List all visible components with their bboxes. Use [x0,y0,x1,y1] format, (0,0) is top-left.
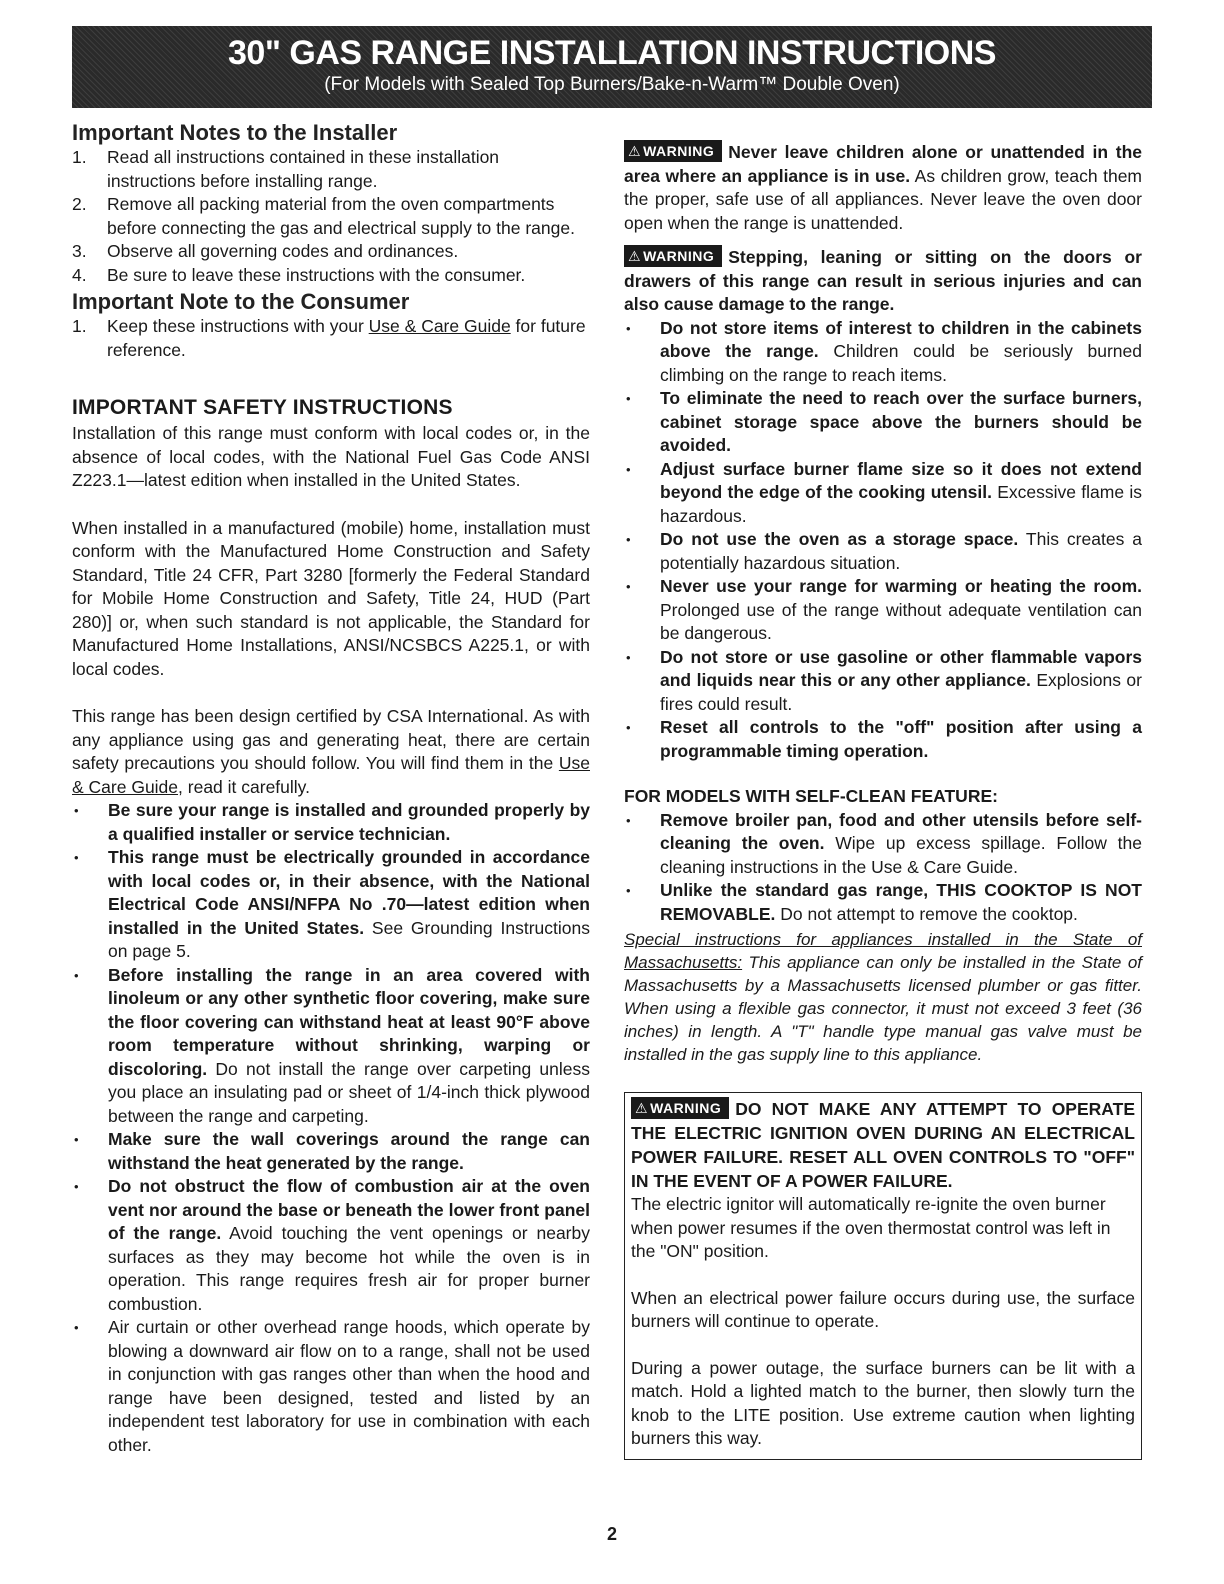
warning-paragraph [631,1097,1135,1193]
text: Explosions or fires could result. [660,670,1142,714]
bold-text: DO NOT MAKE ANY ATTEMPT TO OPERATE THE ELECTRIC IGNITION OVEN DURING AN ELECTRICAL POWER FAILURE. RESET ALL OVEN CONTROLS TO "OFF" IN THE EVENT OF A POWER FAILURE. [631,1099,1135,1191]
bold-text: Do not obstruct the flow of combustion air at the oven vent nor around the base or beneath the lower front panel of the range. [108,1176,590,1243]
bullet-item [624,528,1142,575]
warning-triangle-icon: ⚠ [628,143,642,159]
warning-label: WARNING [650,1100,722,1116]
paragraph: During a power outage, the surface burners can be lit with a match. Hold a lighted match to the burner, then slowly turn the knob to the LITE position. Use extreme caution when lighting burners this way. [631,1357,1135,1448]
list-item [72,264,590,288]
paragraph: Installation of this range must conform with local codes or, in the absence of local codes, with the National Fuel Gas Code ANSI Z223.1—latest edition when installed in the United States. [72,423,590,490]
text: Children could be seriously burned climbing on the range to reach items. [660,341,1142,385]
bold-text: Make sure the wall coverings around the range can withstand the heat generated by the range. [108,1129,590,1173]
bold-text: Stepping, leaning or sitting on the doors or drawers of this range can result in serious injuries and can also cause damage to the range. [624,247,1142,314]
bold-text: Be sure your range is installed and grounded properly by a qualified installer or service technician. [108,800,590,844]
safety-heading: IMPORTANT SAFETY INSTRUCTIONS [72,396,453,419]
warning-triangle-icon: ⚠ [628,248,642,264]
paragraph: The electric ignitor will automatically re-ignite the oven burner when power resumes if the oven thermostat control was left in the "ON" position. [631,1194,1111,1261]
item-text: Observe all governing codes and ordinances. [107,241,459,261]
text: Excessive flame is hazardous. [660,482,1142,526]
bullet-item [624,387,1142,458]
text: As children grow, teach them the proper, safe use of all appliances. Never leave the oven door open when the range is unattended. [624,165,1143,233]
warning-badge [624,245,722,267]
bullet-item [72,799,590,846]
item-number: 3. [72,241,87,261]
bullet-item [624,716,1142,763]
bold-text: Never use your range for warming or heating the room. [660,576,1142,596]
paragraph: When installed in a manufactured (mobile) home, installation must conform with the Manufactured Home Construction and Safety Standard, Title 24 CFR, Part 3280 [formerly the Federal Standard for Mobile Home Construction and Safety, Title 24, HUD (Part 280)] or, when such standard is not applicable, the Standard for Manufactured Home Installations, ANSI/NCSBCS A225.1, or with local codes. [72,517,590,679]
bold-text: To eliminate the need to reach over the surface burners, cabinet storage space above the burners should be avoided. [660,388,1142,455]
bullet-item [72,846,590,964]
page-title: 30" GAS RANGE INSTALLATION INSTRUCTIONS [228,34,996,72]
bullet-item [624,317,1142,388]
item-number: 1. [72,316,87,336]
warning-paragraph [624,245,1142,317]
bullet-item [72,1316,590,1457]
item-text: Keep these instructions with your [107,316,369,336]
left-column [72,120,590,1457]
text: See Grounding Instructions on page 5. [108,917,590,961]
list-item [72,315,590,362]
paragraph [72,705,590,799]
bullet-item [624,458,1142,529]
text: This creates a potentially hazardous situation. [660,529,1142,573]
massachusetts-heading: Special instructions for appliances installed in the State of Massachusetts: [624,930,1142,972]
item-text: for future reference. [107,316,586,360]
installer-list [72,146,590,287]
installer-heading: Important Notes to the Installer [72,120,398,145]
list-item [72,240,590,264]
warning-badge [631,1097,729,1119]
bold-text: Do not use the oven as a storage space. [660,529,1019,549]
warning-label: WARNING [643,248,715,264]
item-number: 4. [72,264,87,285]
bullet-item [72,1175,590,1316]
bold-text: Unlike the standard gas range, THIS COOKTOP IS NOT REMOVABLE. [660,880,1142,924]
text: Air curtain or other overhead range hoods, which operate by blowing a downward air flow on to a range, shall not be used in conjunction with gas ranges other than when the hood and range have been designed, tested and listed by an independent test laboratory for use in combination with each other. [108,1317,590,1455]
bullet-item [624,879,1142,926]
title-banner [72,26,1152,108]
text: This range has been design certified by CSA International. As with any appliance using gas and generating heat, there are certain safety precautions you should follow. You will find them in the [72,706,590,773]
paragraph: When an electrical power failure occurs during use, the surface burners will continue to operate. [631,1287,1135,1331]
item-text: Read all instructions contained in these installation instructions before installing range. [107,147,500,191]
self-clean-heading: FOR MODELS WITH SELF-CLEAN FEATURE: [624,786,998,806]
item-text: Remove all packing material from the oven compartments before connecting the gas and electrical supply to the range. [107,194,575,238]
text: Wipe up excess spillage. Follow the cleaning instructions in the Use & Care Guide. [660,833,1142,877]
warning-badge [624,140,722,162]
bullet-item [72,964,590,1129]
use-care-guide-reference: Use & Care Guide [368,316,511,336]
bold-text: Never leave children alone or unattended in the area where an appliance is in use. [624,142,1142,186]
page-number: 2 [606,1524,617,1544]
bold-text: Before installing the range in an area covered with linoleum or any other synthetic floor covering, make sure the floor covering can withstand heat at least 90°F above room temperature without shrinking, warping or discoloring. [108,964,590,1079]
safety-bullets [72,799,590,1457]
list-item [72,146,590,193]
list-item [72,193,590,240]
bold-text: Remove broiler pan, food and other utensils before self-cleaning the oven. [660,809,1142,853]
bullet-item [624,646,1142,717]
power-failure-warning-box [624,1092,1142,1460]
bold-text: Do not store items of interest to children in the cabinets above the range. [660,317,1142,361]
text: Avoid touching the vent openings or nearby surfaces as they may become hot while the oven is in operation. This range requires fresh air for proper burner combustion. [108,1223,590,1314]
warning-paragraph [624,140,1142,235]
self-clean-bullets [624,809,1142,927]
item-text: Be sure to leave these instructions with the consumer. [107,264,526,285]
bullet-item [624,809,1142,880]
item-number: 1. [72,147,87,167]
warning-triangle-icon: ⚠ [635,1100,649,1116]
bullet-item [624,575,1142,646]
warning-bullets [624,317,1142,764]
warning-label: WARNING [643,143,715,159]
bold-text: Do not store or use gasoline or other flammable vapors and liquids near this or any other appliance. [660,646,1142,690]
text: Prolonged use of the range without adequate ventilation can be dangerous. [660,599,1142,643]
consumer-heading: Important Note to the Consumer [72,289,410,314]
use-care-guide-reference: Use & Care Guide [72,753,590,797]
text: This appliance can only be installed in the State of Massachusetts by a Massachusetts licensed plumber or gas fitter. When using a flexible gas connector, it must not exceed 3 feet (36 inches) in length. A "T" handle type manual gas valve must be installed in the gas supply line to this appliance. [624,953,1142,1064]
item-number: 2. [72,194,87,214]
right-column [624,140,1142,1460]
text: Do not attempt to remove the cooktop. [775,903,1078,924]
bold-text: This range must be electrically grounded in accordance with local codes or, in their absence, with the National Electrical Code ANSI/NFPA No .70—latest edition when installed in the United States. [108,847,590,938]
bold-text: Adjust surface burner flame size so it does not extend beyond the edge of the cooking utensil. [660,458,1142,502]
text: , read it carefully. [178,776,310,797]
text: Do not install the range over carpeting unless you place an insulating pad or sheet of 1/4-inch thick plywood between the range and carpeting. [108,1058,590,1126]
page-subtitle: (For Models with Sealed Top Burners/Bake-n-Warm™ Double Oven) [324,74,900,95]
massachusetts-note [624,928,1142,1066]
consumer-list [72,315,590,362]
bold-text: Reset all controls to the "off" position after using a programmable timing operation. [660,717,1142,761]
bullet-item [72,1128,590,1175]
